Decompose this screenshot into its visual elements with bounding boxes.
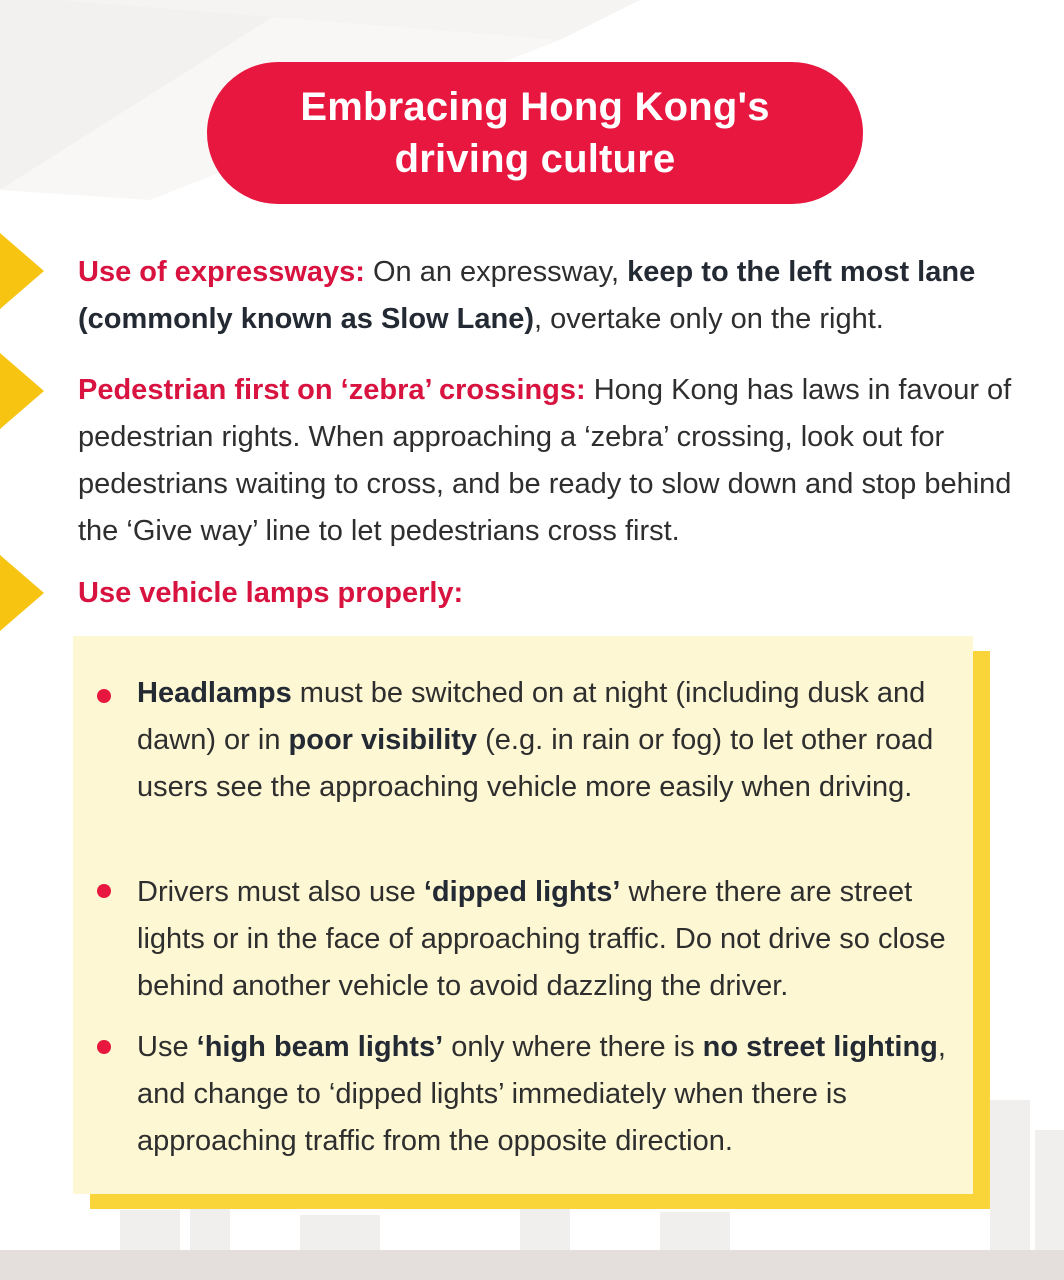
section-heading: Pedestrian first on ‘zebra’ crossings:: [78, 374, 586, 406]
section-heading: Use vehicle lamps properly:: [78, 577, 464, 609]
bullet-dot-icon: [97, 884, 111, 898]
section-heading: Use of expressways:: [78, 256, 365, 288]
arrow-marker-icon: [0, 555, 44, 631]
title-line-2: driving culture: [394, 137, 676, 181]
section-text: On an expressway,: [364, 256, 628, 288]
bullet-text: Use: [137, 1031, 197, 1063]
title-line-1: Embracing Hong Kong's: [300, 85, 770, 129]
bullet-bold-text: ‘high beam lights’: [196, 1031, 444, 1063]
section-bold-text: keep to the left most lane (commonly known as Slow Lane): [78, 256, 976, 335]
bullet-bold-text: poor visibility: [288, 724, 478, 756]
bullet-text: only where there is: [443, 1031, 703, 1063]
bullet-text: Drivers must also use: [137, 876, 424, 908]
section-text: , overtake only on the right.: [534, 303, 884, 335]
arrow-marker-icon: [0, 233, 44, 309]
bullet-bold-text: Headlamps: [137, 677, 292, 709]
bullet-item-headlamps: [137, 670, 957, 811]
bullet-text: must be switched on at night (including dusk and dawn) or in: [137, 677, 926, 756]
section-zebra-crossings: [78, 367, 1028, 555]
section-text: Hong Kong has laws in favour of pedestrian rights. When approaching a ‘zebra’ crossing, look out for pedestrians waiting to cross, and be ready to slow down and stop behind the ‘Give way’ line to let pedestrians cross first.: [78, 374, 1012, 547]
bullet-text: (e.g. in rain or fog) to let other road users see the approaching vehicle more easily when driving.: [137, 724, 934, 803]
bullet-text: where there are street lights or in the face of approaching traffic. Do not drive so close behind another vehicle to avoid dazzling the driver.: [137, 876, 946, 1002]
bullet-item-dipped-lights: [137, 869, 957, 1010]
bullet-bold-text: ‘dipped lights’: [423, 876, 621, 908]
bullet-bold-text: no street lighting: [702, 1031, 938, 1063]
bullet-item-high-beam: [137, 1024, 957, 1165]
title-banner: [207, 62, 863, 204]
bullet-dot-icon: [97, 1040, 111, 1054]
bullet-text: , and change to ‘dipped lights’ immediately when there is approaching traffic from the opposite direction.: [137, 1031, 946, 1157]
section-vehicle-lamps: [78, 570, 1028, 617]
section-expressways: [78, 249, 1028, 343]
page-title: [275, 81, 795, 185]
bullet-dot-icon: [97, 689, 111, 703]
footer-bar: [0, 1250, 1064, 1280]
arrow-marker-icon: [0, 353, 44, 429]
